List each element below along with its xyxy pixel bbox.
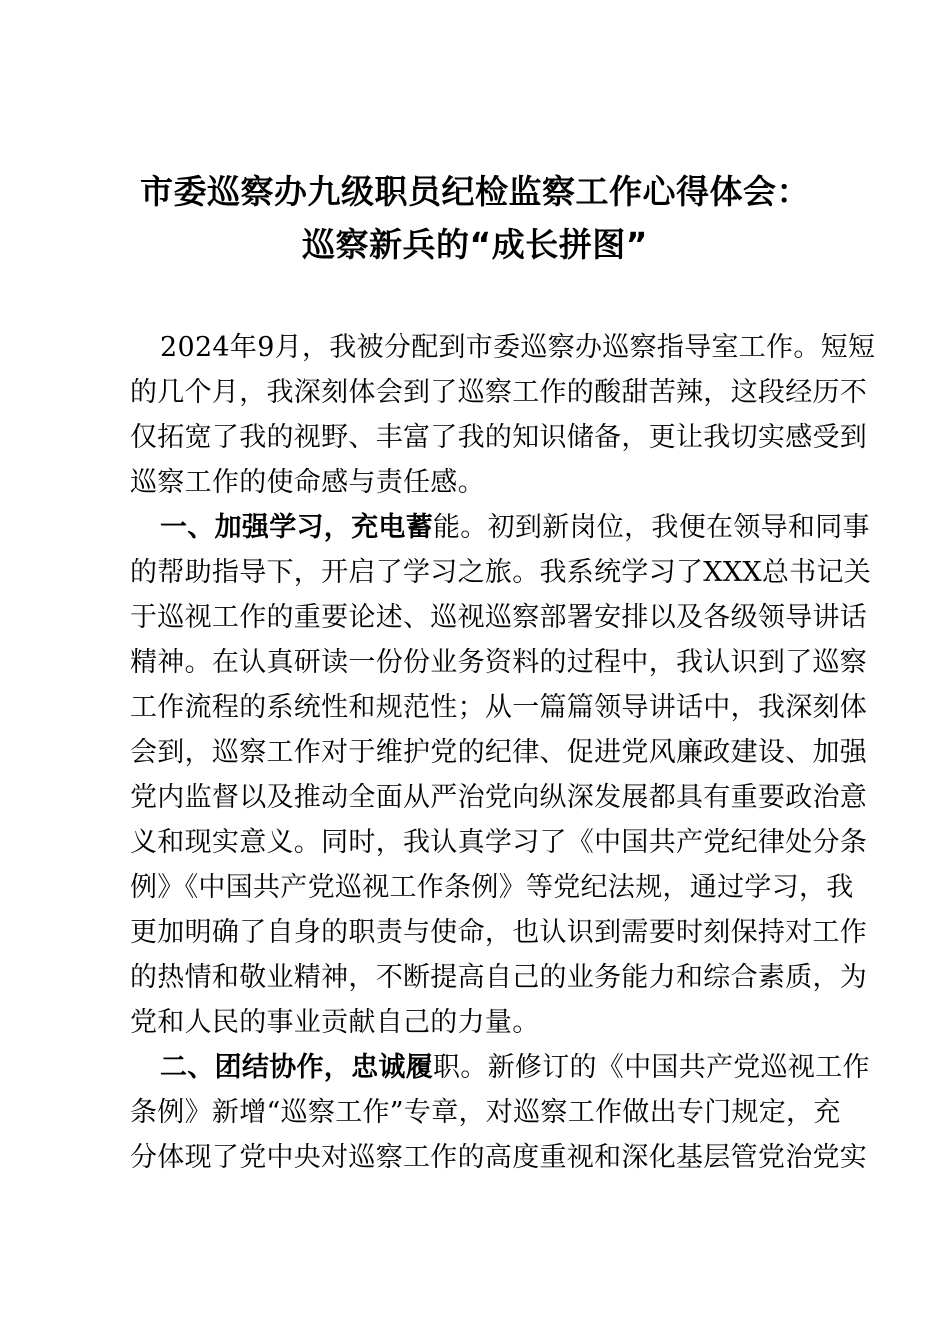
paragraph-2-line-10: 更加明确了自身的职责与使命，也认识到需要时刻保持对工作 [130, 917, 868, 948]
paragraph-3-line-2: 条例》新增“巡察工作”专章，对巡察工作做出专门规定，充 [130, 1097, 841, 1128]
document-title-line-2: 巡察新兵的“成长拼图” [302, 225, 648, 264]
paragraph-2-line-7: 党内监督以及推动全面从严治党向纵深发展都具有重要政治意 [130, 782, 868, 813]
paragraph-1-line-2: 的几个月，我深刻体会到了巡察工作的酸甜苦辣，这段经历不 [130, 377, 868, 408]
section-heading-2: 二、团结协作，忠诚履 [160, 1052, 433, 1083]
paragraph-2-line-11: 的热情和敬业精神，不断提高自己的业务能力和综合素质，为 [130, 962, 868, 993]
paragraph-3-line-1 [160, 1045, 870, 1090]
paragraph-1-line-3: 仅拓宽了我的视野、丰富了我的知识储备，更让我切实感受到 [130, 422, 868, 453]
paragraph-2-line-3: 于巡视工作的重要论述、巡视巡察部署安排以及各级领导讲话 [130, 602, 868, 633]
document-title-line-1: 市委巡察办九级职员纪检监察工作心得体会： [140, 172, 810, 211]
paragraph-1-line-1: 2024年9月，我被分配到市委巡察办巡察指导室工作。短短 [160, 332, 876, 363]
paragraph-2-line-4: 精神。在认真研读一份份业务资料的过程中，我认识到了巡察 [130, 647, 868, 678]
paragraph-2-line-1 [160, 505, 870, 550]
paragraph-2-line-8: 义和现实意义。同时，我认真学习了《中国共产党纪律处分条 [130, 827, 868, 858]
section-heading-1: 一、加强学习，充电蓄 [160, 512, 433, 543]
paragraph-2-line-6: 会到，巡察工作对于维护党的纪律、促进党风廉政建设、加强 [130, 737, 868, 768]
paragraph-1-line-4: 巡察工作的使命感与责任感。 [130, 467, 485, 498]
paragraph-3-line-1-text: 职。新修订的《中国共产党巡视工作 [433, 1052, 870, 1083]
paragraph-2-line-12: 党和人民的事业贡献自己的力量。 [130, 1007, 540, 1038]
paragraph-2-line-2: 的帮助指导下，开启了学习之旅。我系统学习了XXX总书记关 [130, 557, 872, 588]
paragraph-3-line-3: 分体现了党中央对巡察工作的高度重视和深化基层管党治党实 [130, 1142, 868, 1173]
paragraph-2-line-1-text: 能。初到新岗位，我便在领导和同事 [433, 512, 870, 543]
paragraph-2-line-5: 工作流程的系统性和规范性；从一篇篇领导讲话中，我深刻体 [130, 692, 868, 723]
paragraph-2-line-9: 例》《中国共产党巡视工作条例》等党纪法规，通过学习，我 [130, 872, 854, 903]
